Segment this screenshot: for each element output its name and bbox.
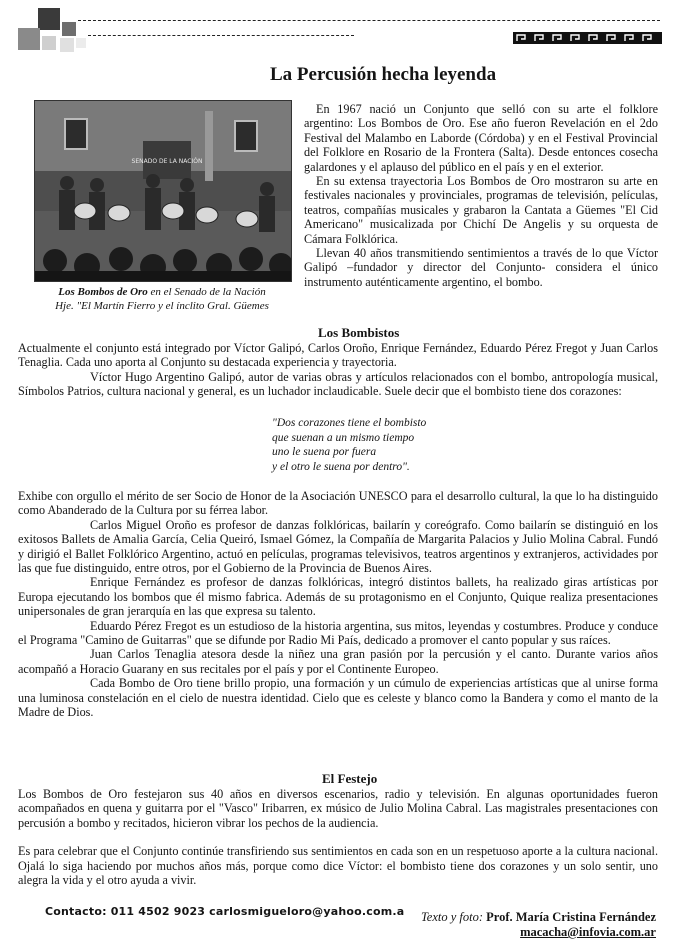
photo-banner-text: SENADO DE LA NACIÓN	[131, 158, 203, 165]
intro-paragraph: En su extensa trayectoria Los Bombos de Oro mostraron su arte en festivales nacionales y provinciales, programas de televisión, películas, teatros, compañías musicales y grabaron la Cantata a Güemes "El Cid Americano" musicalizada por Chichí De Angelis y su orquesta de Cámara Folklórica.	[304, 174, 658, 246]
body-paragraph: Enrique Fernández es profesor de danzas folklóricas, integró distintos ballets, ha realizado giras artísticas por Europa ejecutando los bombos que él mismo fabrica. Además de su protagonismo en el Conjunto, Quique realiza presentaciones unipersonales de gran jerarquía en las que expresa su talento.	[18, 575, 658, 619]
body-paragraph: Actualmente el conjunto está integrado por Víctor Galipó, Carlos Oroño, Enrique Fernández, Eduardo Pérez Fregot y Juan Carlos Tenaglia. Cada uno aporta al Conjunto su destacada experiencia y trayectoria.	[18, 341, 658, 370]
body-paragraph: Eduardo Pérez Fregot es un estudioso de la historia argentina, sus mitos, leyendas y costumbres. Produce y conduce el Programa "Camino de Guitarras" que se difunde por Radio Mi País, dedicado a promover el canto popular y sus raíces.	[18, 618, 658, 648]
intro-paragraph: En 1967 nació un Conjunto que selló con su arte el folklore argentino: Los Bombos de Oro. Ese año fueron Revelación en el 2do Festival del Malambo en Laborde (Córdoba) y en el Festival Provincial del Folklore en Rosario de la Frontera (Salta). Desde entonces cosecha galardones y el aplauso del público en el país y en el exterior.	[304, 102, 658, 174]
photo-caption-rest: en el Senado de la Nación	[147, 286, 266, 298]
poem-line: y el otro le suena por dentro".	[272, 460, 410, 473]
photo-illustration	[35, 101, 291, 281]
credit-name: Prof. María Cristina Fernández	[483, 910, 656, 924]
body-paragraph: Juan Carlos Tenaglia atesora desde la niñez una gran pasión por la percusión y el canto. Durante varios años acompañó a Horacio Guarany en sus recitales por el país y por el Continente Europeo.	[18, 647, 658, 676]
body-paragraph: Carlos Miguel Oroño es profesor de danzas folklóricas, bailarín y coreógrafo. Como bailarín se distinguió en los exitosos Ballets de Amalia García, Celia Queiró, Ismael Gómez, la Compañía de Margarita Palacios y Julio Molina Cabral. Fundó y dirigió el Ballet Folklórico Argentino, actuó en películas, programas televisivos, teatros argentinos y extranjeros, actividades por las que fue distinguido, entre otros, por el Gobierno de la Provincia de Buenos Aires.	[18, 517, 658, 576]
photo-caption	[34, 285, 290, 313]
article-title: La Percusión hecha leyenda	[270, 64, 497, 85]
header-dashed-rule-bottom	[88, 35, 354, 36]
author-credit	[421, 910, 656, 940]
body-paragraph: Los Bombos de Oro festejaron sus 40 años en diversos escenarios, radio y televisión. En algunas oportunidades fueron acompañados en quena y guitarra por el "Vasco" Iribarren, ex músico de Julio Molina Cabral. Las magistrales presentaciones con percusión a bombo y recitados, hicieron vibrar los pechos de la audiencia.	[18, 787, 658, 830]
photo-caption-bold: Los Bombos de Oro	[58, 286, 148, 298]
poem-line: uno le suena por fuera	[272, 446, 377, 459]
header-dashed-rule-top	[78, 20, 660, 21]
bombistos-body	[18, 489, 658, 720]
body-paragraph: Cada Bombo de Oro tiene brillo propio, una formación y un cúmulo de experiencias artísticas que al unirse forma una luminosa constelación en el cielo de nuestra identidad. Cielo que es celeste y blanco como la Bandera y como el manto de la Madre de Dios.	[18, 676, 658, 720]
body-paragraph: Es para celebrar que el Conjunto continúe transfiriendo sus sentimientos en cada son en un respetuoso aporte a la cultura nacional. Ojalá lo siga haciendo por muchos años más, porque como dice Víctor: el bombisto tiene dos corazones y un solo sentir, uno alegra la vida y el otro ayuda a vivir.	[18, 844, 658, 888]
bombistos-intro	[18, 341, 658, 399]
section-heading-festejo: El Festejo	[322, 771, 378, 786]
intro-text	[304, 102, 658, 289]
poem	[272, 416, 426, 474]
intro-paragraph: Llevan 40 años transmitiendo sentimientos a través de lo que Víctor Galipó –fundador y director del Conjunto- considera el único instrumento auténticamente argentino, el bombo.	[304, 246, 658, 289]
section-heading-bombistos: Los Bombistos	[318, 325, 400, 340]
body-paragraph: Víctor Hugo Argentino Galipó, autor de varias obras y artículos relacionados con el bombo, antropología musical, Símbolos Patrios, cultura nacional y general, es un luchador inclaudicable. Suele decir que el bombisto tiene dos corazones:	[18, 369, 658, 399]
poem-line: que suenan a un mismo tiempo	[272, 431, 415, 444]
poem-line: "Dos corazones tiene el bombisto	[272, 417, 427, 429]
group-photo	[34, 100, 292, 282]
credit-label: Texto y foto:	[420, 910, 483, 924]
body-paragraph: Exhibe con orgullo el mérito de ser Socio de Honor de la Asociación UNESCO para el desarrollo cultural, la que lo ha distinguido como Abanderado de la Cultura por su férrea labor.	[18, 489, 658, 518]
header-squares-decoration	[18, 8, 88, 58]
contact-line: Contacto: 011 4502 9023 carlosmigueloro@yahoo.com.a	[45, 905, 405, 918]
credit-email[interactable]: macacha@infovia.com.ar	[520, 925, 656, 939]
photo-caption-line2: Hje. "El Martín Fierro y el ínclito Gral. Güemes	[55, 300, 269, 312]
greek-key-border	[513, 32, 662, 44]
festejo-body	[18, 787, 658, 887]
